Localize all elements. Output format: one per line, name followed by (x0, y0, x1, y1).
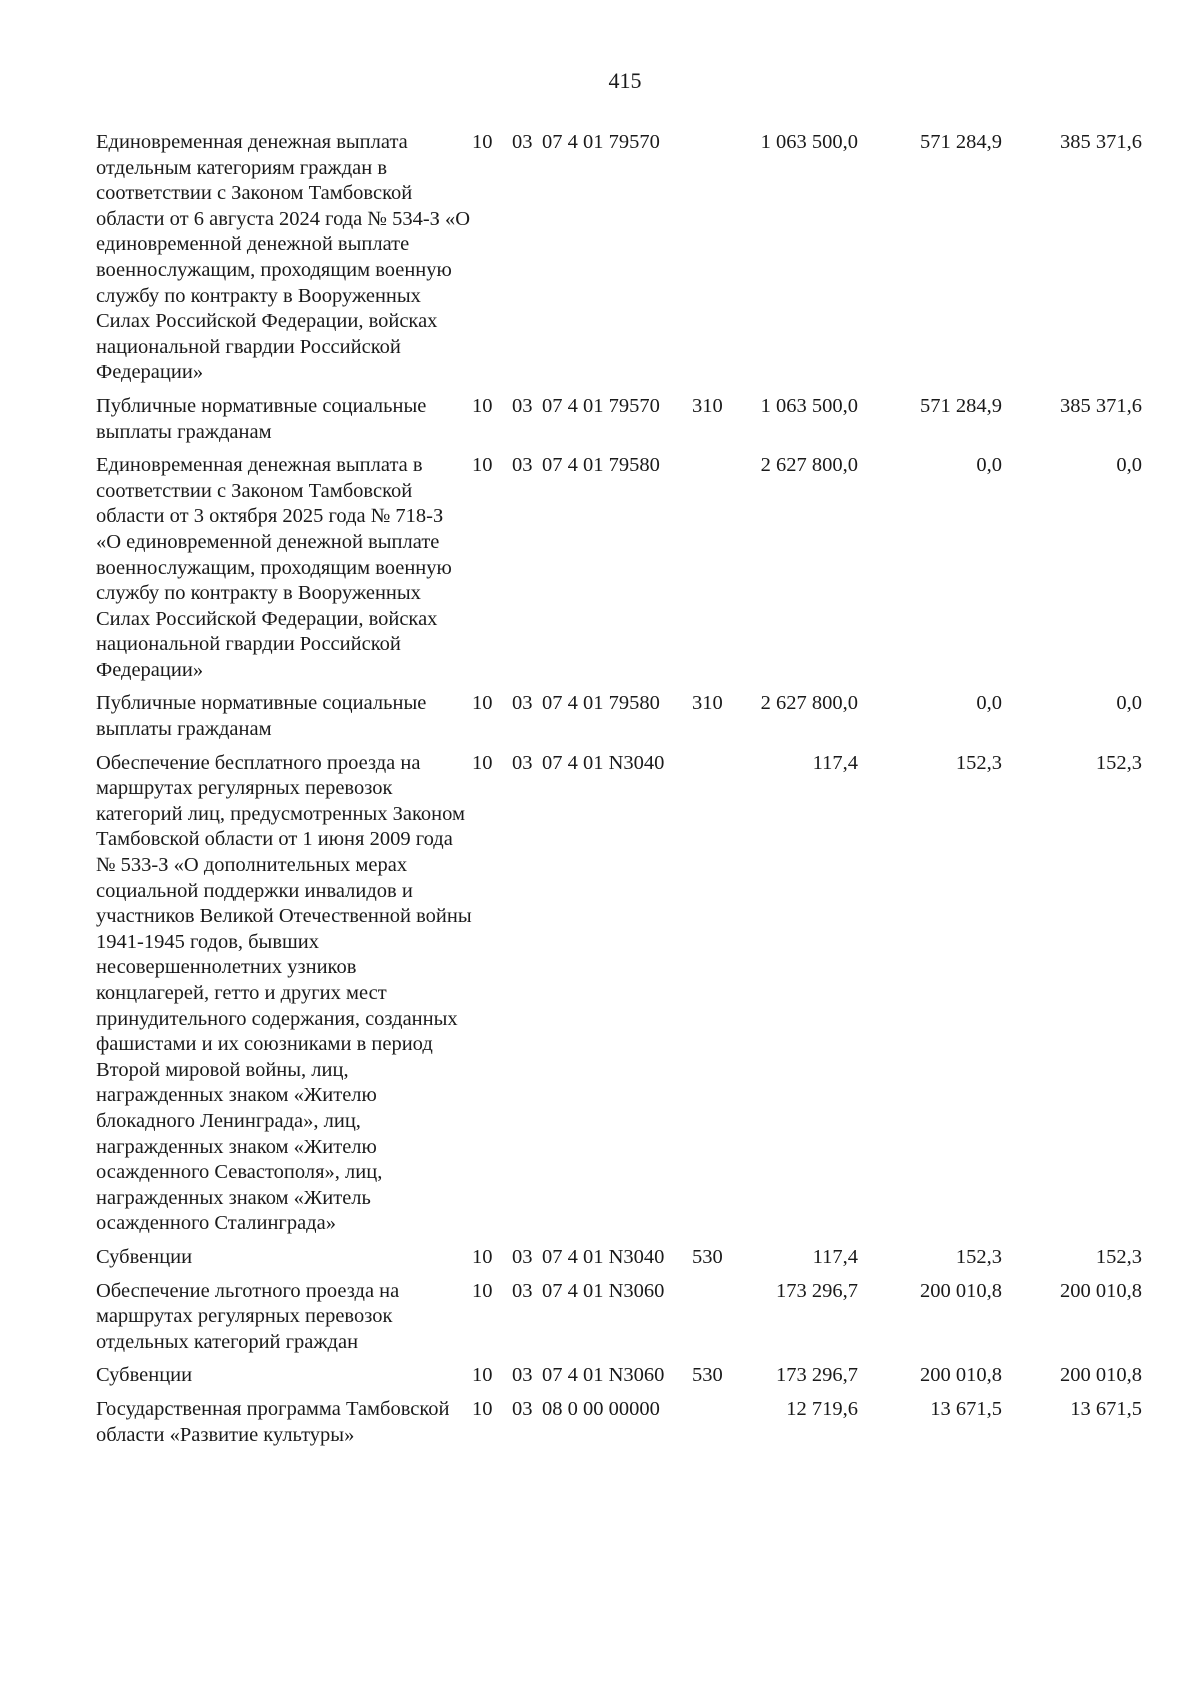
row-section: 10 (472, 692, 493, 715)
row-subsection: 03 (512, 131, 533, 153)
table-row (96, 1397, 1142, 1456)
row-value-2: 200 010,8 (920, 1279, 1002, 1302)
row-value-2: 0,0 (976, 692, 1002, 715)
row-value-1: 173 296,7 (776, 1279, 858, 1302)
row-value-3: 200 010,8 (1060, 1279, 1142, 1302)
row-value-3: 152,3 (1095, 1245, 1142, 1268)
row-target-code: 08 0 00 00000 (542, 1397, 660, 1420)
row-value-2: 571 284,9 (920, 131, 1002, 153)
row-target-code: 07 4 01 79580 (542, 454, 660, 477)
page-number: 415 (608, 68, 642, 93)
row-subsection: 03 (512, 1245, 533, 1268)
row-value-1: 117,4 (812, 1245, 858, 1268)
row-section: 10 (472, 1397, 493, 1420)
row-value-1: 173 296,7 (776, 1364, 858, 1387)
row-value-2: 200 010,8 (920, 1364, 1002, 1387)
row-value-1: 1 063 500,0 (760, 131, 858, 153)
row-value-3: 385 371,6 (1060, 394, 1142, 417)
row-target-code: 07 4 01 N3040 (542, 751, 665, 774)
row-subsection: 03 (512, 692, 533, 715)
row-value-3: 152,3 (1095, 751, 1142, 774)
row-subsection: 03 (512, 1397, 533, 1420)
row-expense-type (692, 1279, 738, 1364)
row-name: Единовременная денежная выплата отдельным категориям граждан в соответствии с Законом Тамбовской области от 6 августа 2024 года № 534-З «О единовременной денежной выплате военнослужащим, проходящим военную службу по контракту в Вооруженных Силах Российской Федерации, войсках национальной гвардии Российской Федерации» (96, 131, 471, 384)
row-expense-type (692, 130, 738, 394)
row-value-1: 2 627 800,0 (760, 454, 858, 477)
row-name: Субвенции (96, 1245, 193, 1268)
table-row (96, 691, 1142, 750)
row-value-3: 385 371,6 (1060, 131, 1142, 153)
row-value-1: 2 627 800,0 (760, 692, 858, 715)
row-value-2: 0,0 (976, 454, 1002, 477)
row-value-2: 13 671,5 (930, 1397, 1002, 1420)
row-name: Обеспечение льготного проезда на маршрутах регулярных перевозок отдельных категорий граждан (96, 1279, 400, 1353)
table-row (96, 394, 1142, 453)
row-section: 10 (472, 1245, 493, 1268)
table-row (96, 453, 1142, 691)
row-section: 10 (472, 1279, 493, 1302)
row-target-code: 07 4 01 N3040 (542, 1245, 665, 1268)
row-value-2: 152,3 (955, 751, 1002, 774)
table-row (96, 1245, 1142, 1279)
row-target-code: 07 4 01 79580 (542, 692, 660, 715)
table-row (96, 1363, 1142, 1397)
table-row (96, 751, 1142, 1245)
row-expense-type (692, 1397, 738, 1456)
row-value-2: 571 284,9 (920, 394, 1002, 417)
row-subsection: 03 (512, 394, 533, 417)
row-expense-type: 530 (692, 1245, 723, 1268)
row-name: Единовременная денежная выплата в соответствии с Законом Тамбовской области от 3 октября 2025 года № 718-З «О единовременной денежной выплате военнослужащим, проходящим военную службу по контракту в Вооруженных Силах Российской Федерации, войсках национальной гвардии Российской Федерации» (96, 454, 452, 681)
table-row (96, 1279, 1142, 1364)
row-expense-type: 310 (692, 692, 723, 715)
row-section: 10 (472, 751, 493, 774)
row-target-code: 07 4 01 79570 (542, 131, 660, 153)
row-value-1: 117,4 (812, 751, 858, 774)
row-name: Публичные нормативные социальные выплаты гражданам (96, 394, 427, 443)
row-value-1: 12 719,6 (786, 1397, 858, 1420)
row-subsection: 03 (512, 1279, 533, 1302)
row-value-3: 13 671,5 (1070, 1397, 1142, 1420)
row-target-code: 07 4 01 79570 (542, 394, 660, 417)
row-section: 10 (472, 131, 493, 153)
row-value-3: 0,0 (1116, 454, 1142, 477)
budget-table (96, 130, 1142, 1456)
row-expense-type (692, 751, 738, 1245)
row-expense-type: 530 (692, 1364, 723, 1387)
row-section: 10 (472, 454, 493, 477)
row-value-2: 152,3 (955, 1245, 1002, 1268)
row-target-code: 07 4 01 N3060 (542, 1364, 665, 1387)
row-target-code: 07 4 01 N3060 (542, 1279, 665, 1302)
row-subsection: 03 (512, 1364, 533, 1387)
row-name: Публичные нормативные социальные выплаты гражданам (96, 692, 427, 741)
row-value-3: 200 010,8 (1060, 1364, 1142, 1387)
row-value-3: 0,0 (1116, 692, 1142, 715)
row-section: 10 (472, 394, 493, 417)
row-name: Субвенции (96, 1364, 193, 1387)
row-section: 10 (472, 1364, 493, 1387)
table-row (96, 130, 1142, 394)
row-expense-type (692, 453, 738, 691)
row-name: Государственная программа Тамбовской области «Развитие культуры» (96, 1397, 450, 1446)
row-name: Обеспечение бесплатного проезда на маршрутах регулярных перевозок категорий лиц, предусмотренных Законом Тамбовской области от 1 июня 2009 года № 533-З «О дополнительных мерах социальной поддержки инвалидов и участников Великой Отечественной войны 1941-1945 годов, бывших несовершеннолетних узников концлагерей, гетто и других мест принудительного содержания, созданных фашистами и их союзниками в период Второй мировой войны, лиц, награжденных знаком «Жителю блокадного Ленинграда», лиц, награжденных знаком «Жителю осажденного Севастополя», лиц, награжденных знаком «Житель осажденного Сталинграда» (96, 751, 472, 1235)
row-value-1: 1 063 500,0 (760, 394, 858, 417)
row-subsection: 03 (512, 751, 533, 774)
row-expense-type: 310 (692, 394, 723, 417)
row-subsection: 03 (512, 454, 533, 477)
